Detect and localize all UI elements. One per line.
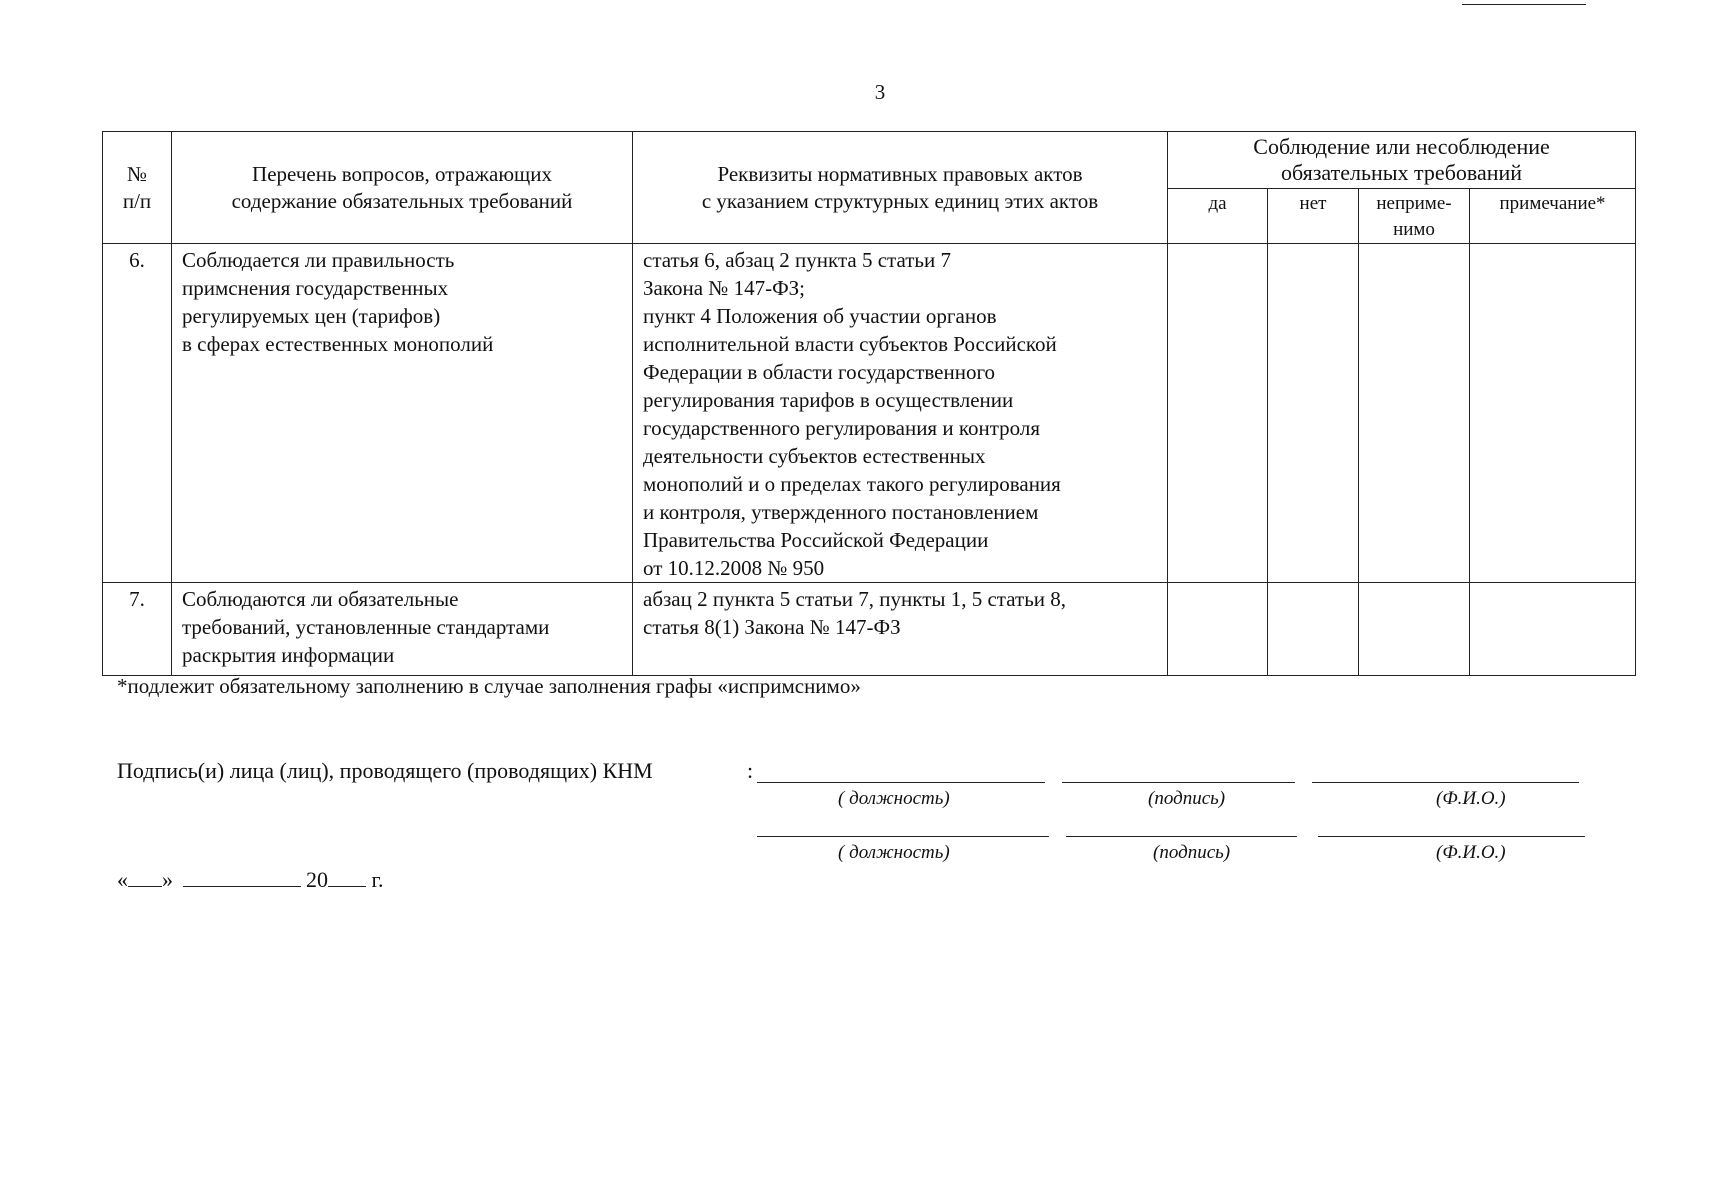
row-number: 6. <box>103 244 172 583</box>
name-caption: (Ф.И.О.) <box>1436 842 1506 863</box>
cell-yes[interactable] <box>1168 583 1268 676</box>
top-rule <box>1462 4 1586 5</box>
row-requisites: статья 6, абзац 2 пункта 5 статьи 7 Закона № 147-ФЗ; пункт 4 Положения об участии органов исполнительной власти субъектов Российской Федерации в области государственного регулирования тарифов в осуществлении государственного регулирования и контроля деятельности субъектов естественных монополий и о пределах такого регулирования и контроля, утвержденного постановлением Правительства Российской Федерации от 10.12.2008 № 950 <box>633 244 1168 583</box>
date-close-quote: » <box>162 867 173 892</box>
row-question: Соблюдаются ли обязательные требований, установленные стандартами раскрытия информации <box>172 583 633 676</box>
signature-line-2[interactable] <box>1066 836 1297 837</box>
signature-colon: : <box>747 758 754 783</box>
table-row <box>103 244 1636 583</box>
date-year-prefix: 20 <box>306 867 328 892</box>
requirements-table <box>102 131 1636 676</box>
signature-line-1[interactable] <box>1062 782 1295 783</box>
date-year-suffix: г. <box>371 867 384 892</box>
header-compliance-group: Соблюдение или несоблюдение обязательных требований <box>1168 132 1636 189</box>
header-num: № п/п <box>103 132 172 244</box>
cell-note[interactable] <box>1470 244 1636 583</box>
cell-not-applicable[interactable] <box>1359 583 1470 676</box>
position-caption: ( должность) <box>838 788 950 809</box>
cell-note[interactable] <box>1470 583 1636 676</box>
footnote: *подлежит обязательному заполнению в случае заполнения графы «испримснимо» <box>117 674 861 698</box>
header-requisites: Реквизиты нормативных правовых актов с указанием структурных единиц этих актов <box>633 132 1168 244</box>
date-open-quote: « <box>117 867 128 892</box>
header-not-applicable: неприме- нимо <box>1359 189 1470 244</box>
page-number: 3 <box>874 80 886 104</box>
date-year-blank[interactable] <box>328 866 366 887</box>
name-caption: (Ф.И.О.) <box>1436 788 1506 809</box>
table-row <box>103 583 1636 676</box>
signature-label: Подпись(и) лица (лиц), проводящего (проводящих) КНМ <box>117 758 653 783</box>
date-month-blank[interactable] <box>183 866 301 887</box>
position-line-2[interactable] <box>757 836 1049 837</box>
row-question: Соблюдается ли правильность примснения государственных регулируемых цен (тарифов) в сферах естественных монополий <box>172 244 633 583</box>
header-yes: да <box>1168 189 1268 244</box>
name-line-1[interactable] <box>1312 782 1579 783</box>
position-caption: ( должность) <box>838 842 950 863</box>
cell-yes[interactable] <box>1168 244 1268 583</box>
position-line-1[interactable] <box>757 782 1045 783</box>
date-day-blank[interactable] <box>128 866 162 887</box>
signature-caption: (подпись) <box>1153 842 1231 863</box>
cell-not-applicable[interactable] <box>1359 244 1470 583</box>
header-note: примечание* <box>1470 189 1636 244</box>
header-no: нет <box>1268 189 1359 244</box>
cell-no[interactable] <box>1268 244 1359 583</box>
header-questions: Перечень вопросов, отражающих содержание обязательных требований <box>172 132 633 244</box>
cell-no[interactable] <box>1268 583 1359 676</box>
row-requisites: абзац 2 пункта 5 статьи 7, пункты 1, 5 статьи 8, статья 8(1) Закона № 147-ФЗ <box>633 583 1168 676</box>
signature-caption: (подпись) <box>1148 788 1226 809</box>
row-number: 7. <box>103 583 172 676</box>
date-line <box>117 866 384 893</box>
name-line-2[interactable] <box>1318 836 1585 837</box>
